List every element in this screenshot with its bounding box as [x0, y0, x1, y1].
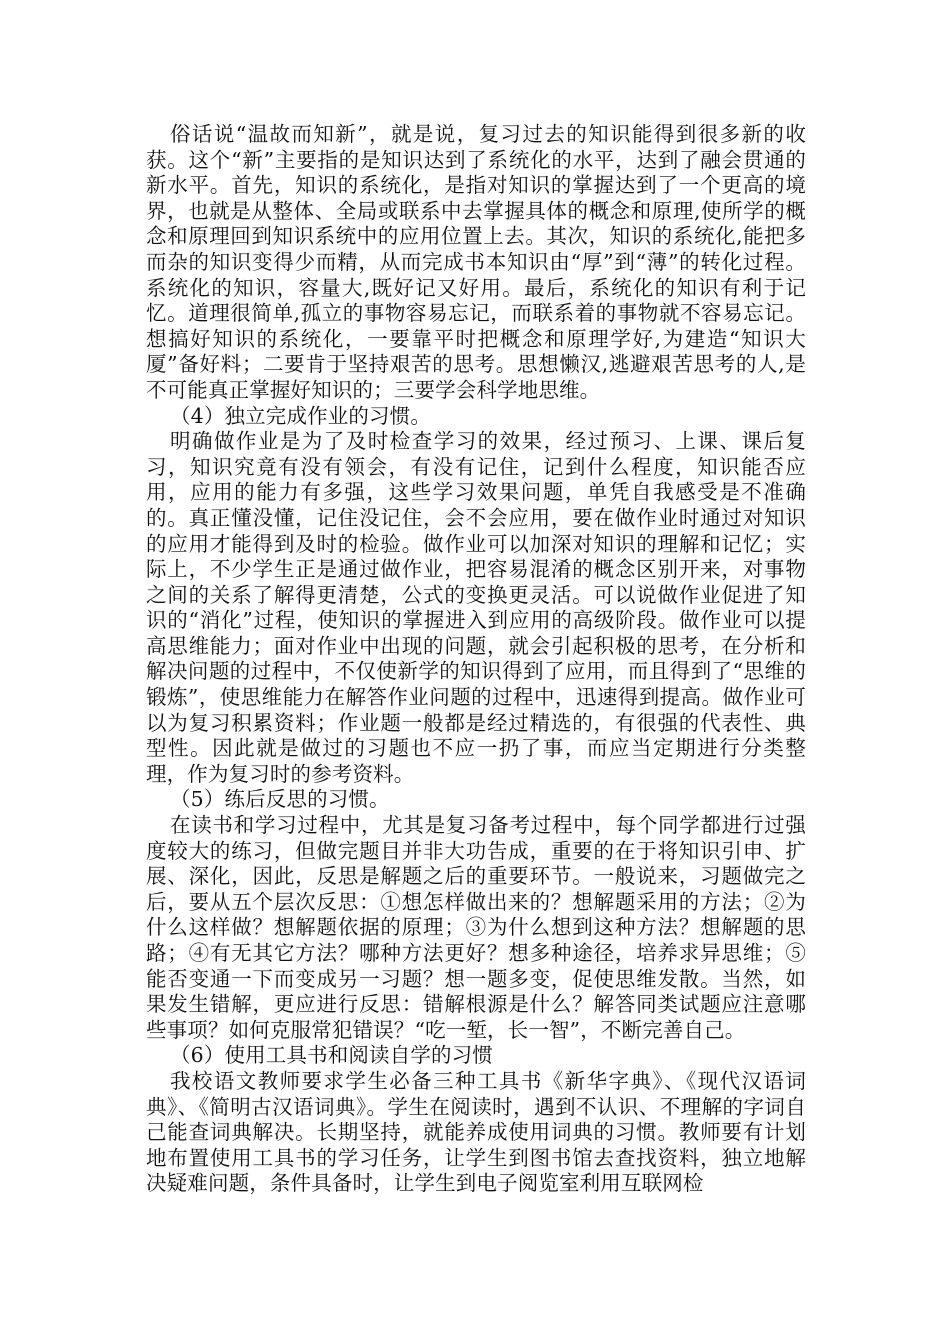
- paragraph-homework: 明确做作业是为了及时检查学习的效果，经过预习、上课、课后复习，知识究竟有没有领会，有没有记住，记到什么程度，知识能否应用，应用的能力有多强，这些学习效果问题，单凭自我感受是不准确的。真正懂没懂，记住没记住，会不会应用，要在做作业时通过对知识的应用才能得到及时的检验。做作业可以加深对知识的理解和记忆；实际上，不少学生正是通过做作业，把容易混淆的概念区别开来，对事物之间的关系了解得更清楚，公式的变换更灵活。可以说做作业促进了知识的“消化”过程，使知识的掌握进入到应用的高级阶段。做作业可以提高思维能力；面对作业中出现的问题，就会引起积极的思考，在分析和解决问题的过程中，不仅使新学的知识得到了应用，而且得到了“思维的锻炼”，使思维能力在解答作业问题的过程中，迅速得到提高。做作业可以为复习积累资料；作业题一般都是经过精选的，有很强的代表性、典型性。因此就是做过的习题也不应一扔了事，而应当定期进行分类整理，作为复习时的参考资料。: [146, 429, 806, 786]
- heading-reference-books-habit: （6）使用工具书和阅读自学的习惯: [170, 1043, 493, 1068]
- paragraph-reference-books: 我校语文教师要求学生必备三种工具书《新华字典》、《现代汉语词典》、《简明古汉语词典》。学生在阅读时，遇到不认识、不理解的字词自己能查词典解决。长期坚持，就能养成使用词典的习惯。教师要有计划地布置使用工具书的学习任务，让学生到图书馆去查找资料，独立地解决疑难问题，条件具备时，让学生到电子阅览室利用互联网检: [146, 1068, 806, 1196]
- heading-homework-habit: （4）独立完成作业的习惯。: [170, 403, 431, 428]
- document-page: [146, 122, 806, 1197]
- heading-reflection-habit: （5）练后反思的习惯。: [170, 787, 390, 812]
- paragraph-reflection: 在读书和学习过程中，尤其是复习备考过程中，每个同学都进行过强度较大的练习，但做完题目并非大功告成，重要的在于将知识引申、扩展、深化，因此，反思是解题之后的重要环节。一般说来，习题做完之后，要从五个层次反思：①想怎样做出来的？想解题采用的方法；②为什么这样做？想解题依据的原理；③为什么想到这种方法？想解题的思路；④有无其它方法？哪种方法更好？想多种途径，培养求异思维；⑤能否变通一下而变成另一习题？想一题多变，促使思维发散。当然，如果发生错解，更应进行反思：错解根源是什么？解答同类试题应注意哪些事项？如何克服常犯错误？“吃一堑，长一智”，不断完善自己。: [146, 813, 806, 1042]
- paragraph-review-knowledge: 俗话说“温故而知新”，就是说，复习过去的知识能得到很多新的收获。这个“新”主要指的是知识达到了系统化的水平，达到了融会贯通的新水平。首先，知识的系统化，是指对知识的掌握达到了一个更高的境界，也就是从整体、全局或联系中去掌握具体的概念和原理,使所学的概念和原理回到知识系统中的应用位置上去。其次，知识的系统化,能把多而杂的知识变得少而精，从而完成书本知识由“厚”到“薄”的转化过程。系统化的知识，容量大,既好记又好用。最后，系统化的知识有利于记忆。道理很简单,孤立的事物容易忘记，而联系着的事物就不容易忘记。想搞好知识的系统化，一要靠平时把概念和原理学好,为建造“知识大厦”备好料；二要肯于坚持艰苦的思考。思想懒汉,逃避艰苦思考的人,是不可能真正掌握好知识的；三要学会科学地思维。: [146, 122, 806, 402]
